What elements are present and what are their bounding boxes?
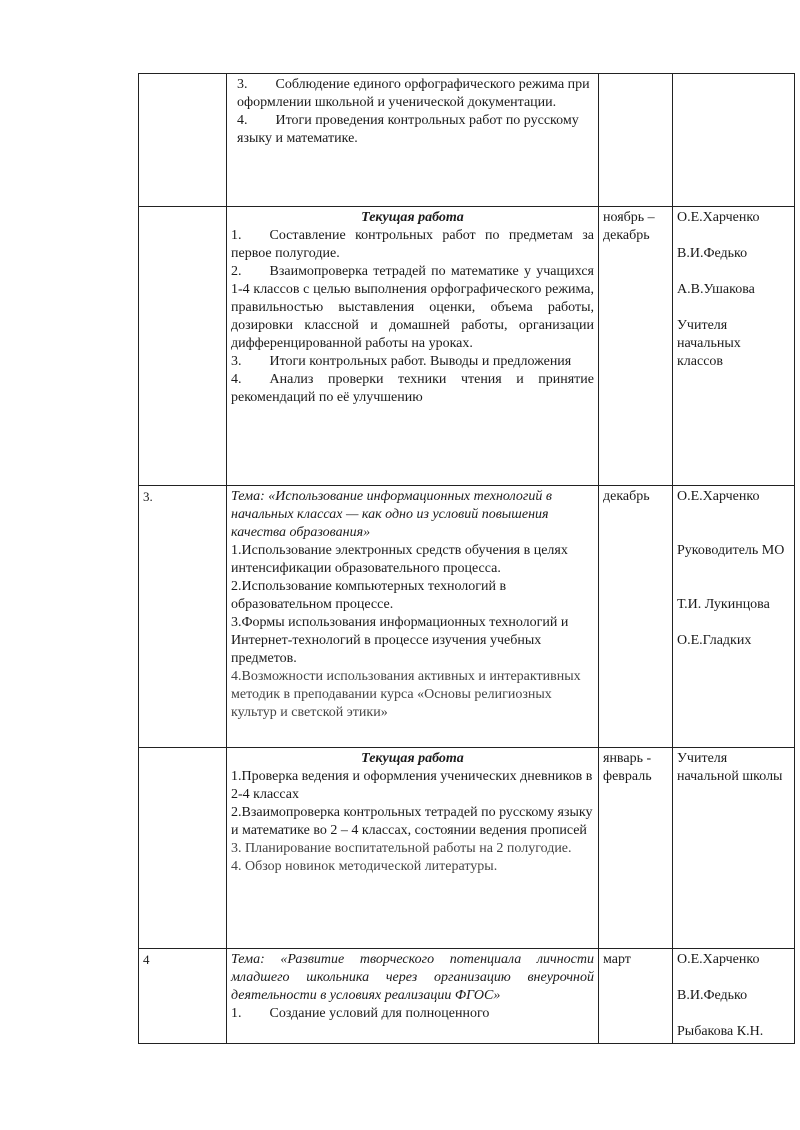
date-cell: январь - февраль bbox=[599, 748, 673, 949]
list-item: 3. Соблюдение единого орфографического режима при оформлении школьной и ученической документации. bbox=[237, 77, 590, 110]
responsible-person: О.Е.Гладких bbox=[677, 633, 752, 648]
list-item: 1. Составление контрольных работ по предметам за первое полугодие. bbox=[231, 228, 594, 261]
responsible-person: О.Е.Харченко bbox=[677, 489, 760, 504]
list-item: 1.Использование электронных средств обучения в целях интенсификации образовательного процесса. bbox=[231, 543, 568, 576]
responsible-person: Учителя начальных классов bbox=[677, 318, 741, 369]
table-row bbox=[139, 207, 795, 486]
content-cell bbox=[227, 748, 599, 949]
table-row bbox=[139, 486, 795, 748]
content-cell bbox=[227, 74, 599, 207]
date-cell: декабрь bbox=[599, 486, 673, 748]
row-number-cell: 4 bbox=[139, 949, 227, 1044]
list-item: 2.Взаимопроверка контрольных тетрадей по русскому языку и математике во 2 – 4 классах, состоянии ведения прописей bbox=[231, 805, 593, 838]
responsible-cell bbox=[673, 207, 795, 486]
table-row bbox=[139, 74, 795, 207]
plan-table bbox=[138, 73, 795, 1044]
topic-title: Тема: «Развитие творческого потенциала личности младшего школьника через организацию внеурочной деятельности в условиях реализации ФГОС» bbox=[231, 952, 594, 1003]
list-item: 3. Итоги контрольных работ. Выводы и предложения bbox=[231, 354, 572, 369]
content-cell bbox=[227, 949, 599, 1044]
list-item: 4. Анализ проверки техники чтения и принятие рекомендаций по её улучшению bbox=[231, 372, 594, 405]
topic-title: Тема: «Использование информационных технологий в начальных классах — как одно из условий повышения качества образования» bbox=[231, 489, 552, 540]
responsible-person: О.Е.Харченко bbox=[677, 210, 760, 225]
responsible-cell bbox=[673, 748, 795, 949]
list-item: 4.Возможности использования активных и интерактивных методик в преподавании курса «Основы религиозных культур и светской этики» bbox=[231, 669, 581, 720]
responsible-person: Руководитель МО bbox=[677, 543, 785, 558]
responsible-person: В.И.Федько bbox=[677, 988, 748, 1003]
date-cell: март bbox=[599, 949, 673, 1044]
row-number-cell bbox=[139, 74, 227, 207]
row-number-cell bbox=[139, 748, 227, 949]
section-heading: Текущая работа bbox=[361, 751, 464, 766]
responsible-cell bbox=[673, 74, 795, 207]
list-item: 4. Итоги проведения контрольных работ по русскому языку и математике. bbox=[237, 113, 579, 146]
responsible-person: А.В.Ушакова bbox=[677, 282, 755, 297]
responsible-person: Т.И. Лукинцова bbox=[677, 597, 770, 612]
list-item: 2.Использование компьютерных технологий в образовательном процессе. bbox=[231, 579, 507, 612]
responsible-person: О.Е.Харченко bbox=[677, 952, 760, 967]
row-number-cell bbox=[139, 207, 227, 486]
table-row bbox=[139, 949, 795, 1044]
list-item: 4. Обзор новинок методической литературы. bbox=[231, 859, 498, 874]
responsible-person: В.И.Федько bbox=[677, 246, 748, 261]
date-cell bbox=[599, 74, 673, 207]
list-item: 1.Проверка ведения и оформления ученических дневников в 2-4 классах bbox=[231, 769, 593, 802]
responsible-person: Рыбакова К.Н. bbox=[677, 1024, 764, 1039]
list-item: 3. Планирование воспитательной работы на 2 полугодие. bbox=[231, 841, 572, 856]
list-item: 1. Создание условий для полноценного bbox=[231, 1006, 490, 1021]
content-cell bbox=[227, 207, 599, 486]
table-row bbox=[139, 748, 795, 949]
responsible-person: Учителя начальной школы bbox=[677, 751, 783, 784]
section-heading: Текущая работа bbox=[361, 210, 464, 225]
responsible-cell bbox=[673, 949, 795, 1044]
date-cell: ноябрь – декабрь bbox=[599, 207, 673, 486]
list-item: 2. Взаимопроверка тетрадей по математике у учащихся 1-4 классов с целью выполнения орфографического режима, правильностью выставления оценки, объема работы, дозировки классной и домашней работы, организации дифференцированной работы на уроках. bbox=[231, 264, 594, 351]
list-item: 3.Формы использования информационных технологий и Интернет-технологий в процессе изучения учебных предметов. bbox=[231, 615, 569, 666]
content-cell bbox=[227, 486, 599, 748]
responsible-cell bbox=[673, 486, 795, 748]
row-number-cell: 3. bbox=[139, 486, 227, 748]
